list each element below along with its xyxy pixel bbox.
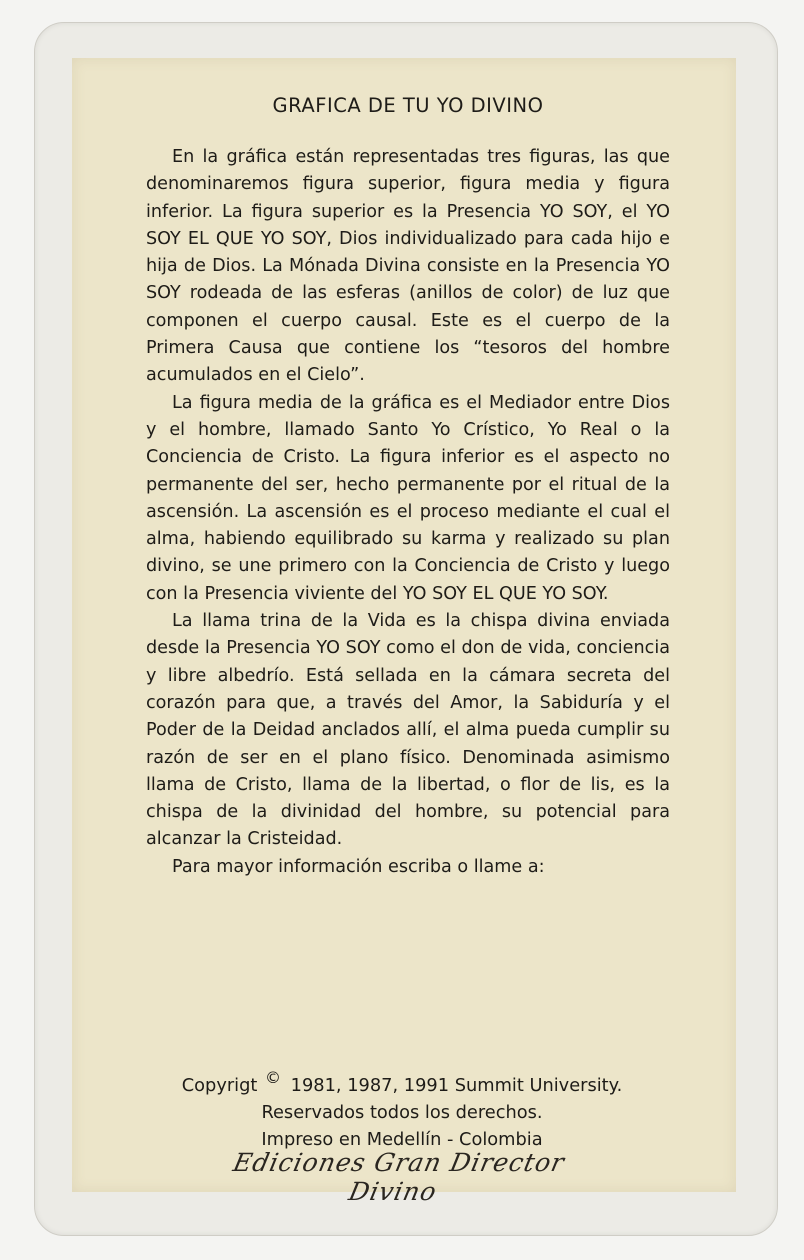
copyright-icon: © bbox=[265, 1068, 282, 1087]
copyright-word: Copyrigt bbox=[181, 1075, 258, 1096]
copyright-years: 1981, 1987, 1991 Summit University. bbox=[290, 1075, 623, 1096]
printed-line: Impreso en Medellín - Colombia bbox=[261, 1129, 543, 1150]
paragraph-1: En la gráfica están representadas tres figuras, las que denominaremos figura superior, figura media y figura inferior. La figura superior es la Presencia YO SOY, el YO SOY EL QUE YO SOY, Dios individualizado para cada hijo e hija de Dios. La Mónada Divina consiste en la Presencia YO SOY rodeada de las esferas (anillos de color) de luz que componen el cuerpo causal. Este es el cuerpo de la Primera Causa que contiene los “tesoros del hombre acumulados en el Cielo”. bbox=[146, 147, 670, 386]
document-title: GRAFICA DE TU YO DIVINO bbox=[272, 94, 544, 117]
publisher-signature: Ediciones Gran Director Divino bbox=[230, 1148, 568, 1206]
paragraph-contact: Para mayor información escriba o llame a: bbox=[172, 856, 545, 877]
footer bbox=[90, 1064, 714, 1153]
copyright-line bbox=[90, 1064, 714, 1099]
paragraph-2: La figura media de la gráfica es el Mediador entre Dios y el hombre, llamado Santo Yo Crístico, Yo Real o la Conciencia de Cristo. La figura inferior es el aspecto no permanente del ser, hecho permanente por el ritual de la ascensión. La ascensión es el proceso mediante el cual el alma, habiendo equilibrado su karma y realizado su plan divino, se une primero con la Conciencia de Cristo y luego con la Presencia viviente del YO SOY EL QUE YO SOY. bbox=[146, 392, 670, 604]
rights-line: Reservados todos los derechos. bbox=[261, 1102, 543, 1123]
paragraph-3: La llama trina de la Vida es la chispa divina enviada desde la Presencia YO SOY como el don de vida, conciencia y libre albedrío. Está sellada en la cámara secreta del corazón para que, a través del Amor, la Sabiduría y el Poder de la Deidad anclados allí, el alma pueda cumplir su razón de ser en el plano físico. Denominada asimismo llama de Cristo, llama de la libertad, o flor de lis, es la chispa de la divinidad del hombre, su potencial para alcanzar la Cristeidad. bbox=[146, 611, 670, 850]
document-body bbox=[146, 94, 670, 881]
